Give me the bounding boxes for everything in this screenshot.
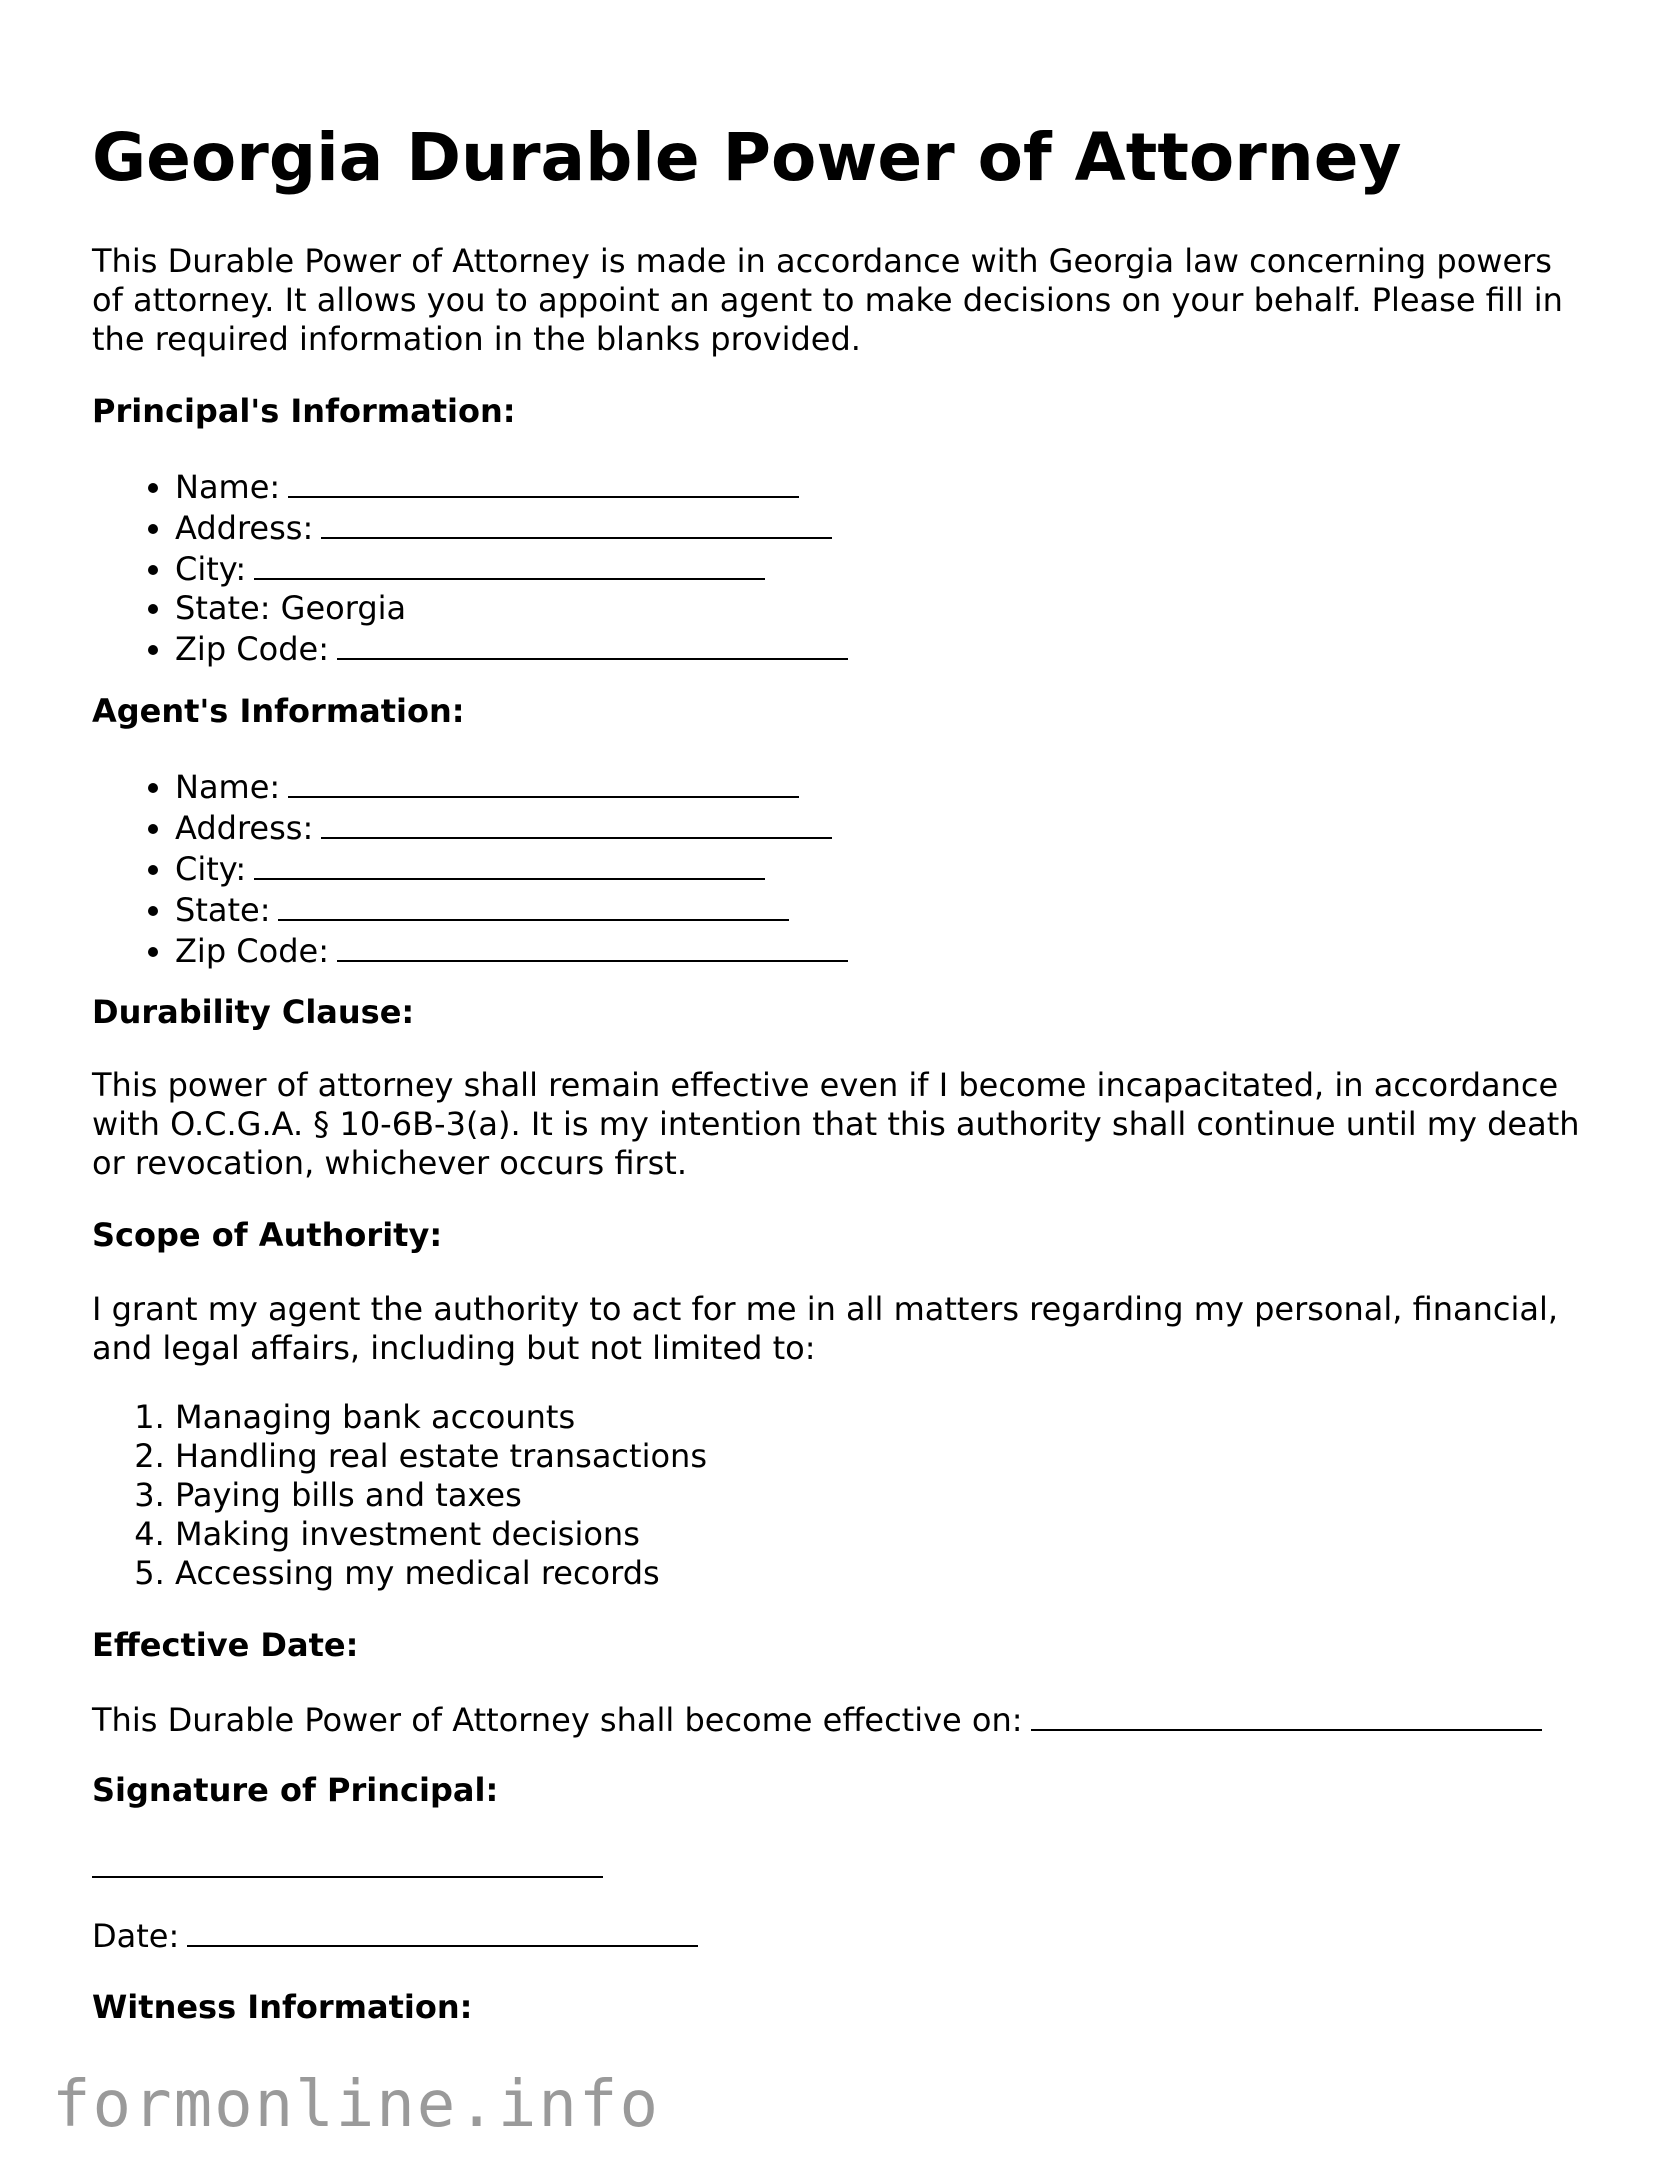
principal-city-label: City:: [175, 550, 247, 588]
principal-name-blank[interactable]: [288, 466, 799, 498]
list-item: 2. Handling real estate transactions: [175, 1437, 707, 1476]
signature-date-field: [92, 1915, 1592, 1956]
agent-city-field[interactable]: [175, 848, 848, 889]
agent-zip-blank[interactable]: [337, 930, 848, 962]
agent-zip-field[interactable]: [175, 930, 848, 971]
agent-address-blank[interactable]: [321, 807, 832, 839]
list-item: 3. Paying bills and taxes: [175, 1476, 707, 1515]
agent-fields: [92, 766, 848, 971]
principal-state-field: [175, 589, 848, 628]
intro-paragraph: This Durable Power of Attorney is made in accordance with Georgia law concerning powers of attorney. It allows you to appoint an agent to make decisions on your behalf. Please fill in the required information in the blanks provided.: [92, 242, 1563, 358]
principal-name-field[interactable]: [175, 466, 848, 507]
list-item: 4. Making investment decisions: [175, 1515, 707, 1554]
agent-name-blank[interactable]: [288, 766, 799, 798]
agent-address-label: Address:: [175, 809, 314, 847]
effective-text: This Durable Power of Attorney shall become effective on:: [92, 1701, 1023, 1739]
principal-zip-blank[interactable]: [337, 628, 848, 660]
agent-name-field[interactable]: [175, 766, 848, 807]
agent-name-label: Name:: [175, 768, 281, 806]
principal-zip-field[interactable]: [175, 628, 848, 669]
signature-date-blank[interactable]: [187, 1915, 698, 1947]
signature-date-label: Date:: [92, 1917, 180, 1955]
effective-heading: Effective Date:: [92, 1626, 359, 1664]
list-item: 5. Accessing my medical records: [175, 1554, 707, 1593]
agent-state-blank[interactable]: [278, 889, 789, 921]
durability-paragraph: This power of attorney shall remain effective even if I become incapacitated, in accordance with O.C.G.A. § 10-6B-3(a). It is my intention that this authority shall continue until my death or revocation, whichever occurs first.: [92, 1066, 1580, 1182]
agent-state-field[interactable]: [175, 889, 848, 930]
principal-city-field[interactable]: [175, 548, 848, 589]
agent-state-label: State:: [175, 891, 271, 929]
effective-paragraph: [92, 1699, 1592, 1740]
principal-state-label: State: Georgia: [175, 589, 407, 627]
agent-city-label: City:: [175, 850, 247, 888]
principal-name-label: Name:: [175, 468, 281, 506]
agent-zip-label: Zip Code:: [175, 932, 329, 970]
page-title: Georgia Durable Power of Attorney: [92, 119, 1402, 196]
principal-address-field[interactable]: [175, 507, 848, 548]
agent-city-blank[interactable]: [254, 848, 765, 880]
scope-heading: Scope of Authority:: [92, 1216, 443, 1254]
watermark: formonline.info: [52, 2068, 660, 2142]
scope-paragraph: I grant my agent the authority to act for me in all matters regarding my personal, financial, and legal affairs, including but not limited to:: [92, 1290, 1559, 1367]
agent-heading: Agent's Information:: [92, 692, 465, 730]
list-item: 1. Managing bank accounts: [175, 1398, 707, 1437]
witness-heading: Witness Information:: [92, 1988, 473, 2026]
principal-heading: Principal's Information:: [92, 392, 516, 430]
principal-address-blank[interactable]: [321, 507, 832, 539]
principal-zip-label: Zip Code:: [175, 630, 329, 668]
principal-address-label: Address:: [175, 509, 314, 547]
scope-list: [92, 1398, 707, 1593]
principal-fields: [92, 466, 848, 669]
principal-signature-line[interactable]: [92, 1846, 603, 1878]
durability-heading: Durability Clause:: [92, 993, 415, 1031]
principal-city-blank[interactable]: [254, 548, 765, 580]
signature-heading: Signature of Principal:: [92, 1771, 499, 1809]
agent-address-field[interactable]: [175, 807, 848, 848]
effective-date-blank[interactable]: [1031, 1699, 1542, 1731]
